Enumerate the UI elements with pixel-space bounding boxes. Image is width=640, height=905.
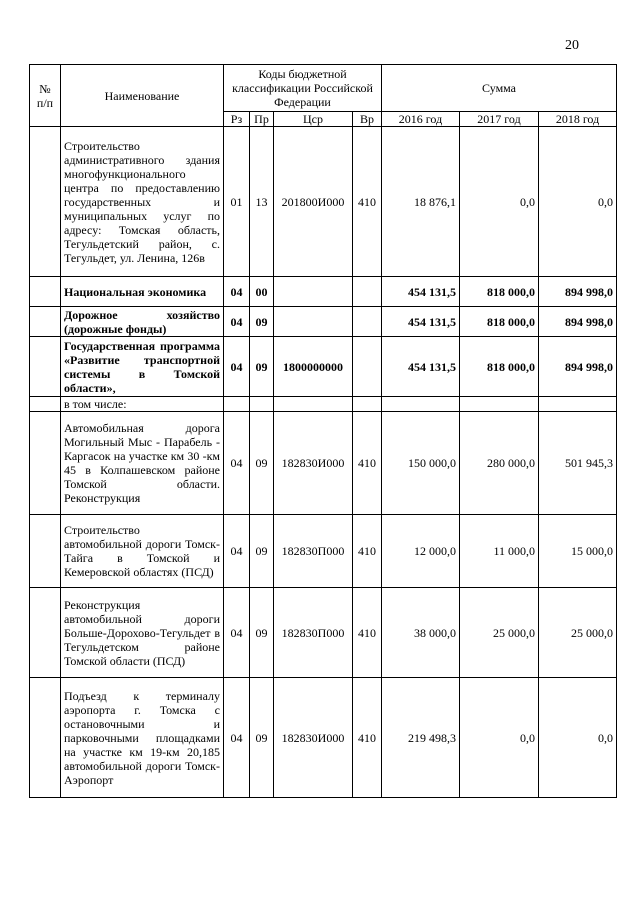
row-num (30, 678, 61, 798)
row-pr (250, 397, 274, 412)
header-year-2018: 2018 год (539, 112, 617, 127)
table-row (30, 588, 617, 678)
row-2016: 38 000,0 (382, 588, 460, 678)
row-2016: 219 498,3 (382, 678, 460, 798)
row-num (30, 588, 61, 678)
header-codes: Коды бюджетной классификации Российской Федерации (224, 65, 382, 112)
row-vr: 410 (353, 678, 382, 798)
row-2017: 0,0 (460, 678, 539, 798)
row-vr (353, 277, 382, 307)
row-2016: 12 000,0 (382, 515, 460, 588)
row-rz: 04 (224, 307, 250, 337)
row-rz: 01 (224, 127, 250, 277)
row-rz: 04 (224, 277, 250, 307)
row-2018: 25 000,0 (539, 588, 617, 678)
row-pr: 13 (250, 127, 274, 277)
table-row (30, 397, 617, 412)
row-num (30, 515, 61, 588)
header-rz: Рз (224, 112, 250, 127)
table-row (30, 337, 617, 397)
row-pr: 09 (250, 515, 274, 588)
row-2018 (539, 397, 617, 412)
header-sum: Сумма (382, 65, 617, 112)
row-name: Государственная программа «Развитие транспортной системы в Томской области», (61, 337, 224, 397)
table-row (30, 307, 617, 337)
row-2018: 894 998,0 (539, 337, 617, 397)
row-num (30, 397, 61, 412)
row-csr: 182830П000 (274, 515, 353, 588)
row-num (30, 337, 61, 397)
row-2018: 501 945,3 (539, 412, 617, 515)
row-pr: 09 (250, 307, 274, 337)
row-name: Реконструкция автомобильной дороги Больше-Дорохово-Тегульдет в Тегульдетском районе Томской области (ПСД) (61, 588, 224, 678)
row-name: Дорожное хозяйство (дорожные фонды) (61, 307, 224, 337)
row-vr: 410 (353, 515, 382, 588)
row-2018: 894 998,0 (539, 277, 617, 307)
row-csr: 1800000000 (274, 337, 353, 397)
row-rz: 04 (224, 412, 250, 515)
table-row (30, 277, 617, 307)
row-csr (274, 397, 353, 412)
row-name: Автомобильная дорога Могильный Мыс - Парабель - Каргасок на участке км 30 -км 45 в Колпашевском районе Томской области. Реконструкция (61, 412, 224, 515)
row-csr: 182830П000 (274, 588, 353, 678)
row-num (30, 307, 61, 337)
table-row (30, 127, 617, 277)
row-2017: 818 000,0 (460, 307, 539, 337)
row-2017: 0,0 (460, 127, 539, 277)
header-csr: Цср (274, 112, 353, 127)
table-row (30, 515, 617, 588)
row-2018: 0,0 (539, 127, 617, 277)
row-rz (224, 397, 250, 412)
row-pr: 09 (250, 337, 274, 397)
row-name: Строительство автомобильной дороги Томск-Тайга в Томской и Кемеровской областях (ПСД) (61, 515, 224, 588)
row-num (30, 412, 61, 515)
row-csr: 201800И000 (274, 127, 353, 277)
row-csr: 182830И000 (274, 678, 353, 798)
row-vr (353, 307, 382, 337)
header-year-2016: 2016 год (382, 112, 460, 127)
row-2016: 454 131,5 (382, 277, 460, 307)
header-vr: Вр (353, 112, 382, 127)
row-2016: 150 000,0 (382, 412, 460, 515)
row-name: в том числе: (61, 397, 224, 412)
row-pr: 09 (250, 588, 274, 678)
row-csr (274, 307, 353, 337)
row-rz: 04 (224, 515, 250, 588)
row-vr (353, 337, 382, 397)
row-csr (274, 277, 353, 307)
row-2018: 0,0 (539, 678, 617, 798)
row-2016: 454 131,5 (382, 337, 460, 397)
header-pr: Пр (250, 112, 274, 127)
row-2017: 280 000,0 (460, 412, 539, 515)
row-rz: 04 (224, 337, 250, 397)
row-vr: 410 (353, 588, 382, 678)
row-num (30, 127, 61, 277)
header-name: Наименование (61, 65, 224, 127)
row-2016: 18 876,1 (382, 127, 460, 277)
row-2017: 818 000,0 (460, 277, 539, 307)
row-pr: 00 (250, 277, 274, 307)
table-row (30, 412, 617, 515)
row-csr: 182830И000 (274, 412, 353, 515)
row-rz: 04 (224, 678, 250, 798)
header-year-2017: 2017 год (460, 112, 539, 127)
row-vr: 410 (353, 127, 382, 277)
row-2017: 25 000,0 (460, 588, 539, 678)
row-name: Подъезд к терминалу аэропорта г. Томска с остановочными и парковочными площадками на участке км 19-км 20,185 автомобильной дороги Томск-Аэропорт (61, 678, 224, 798)
page-number: 20 (565, 38, 579, 53)
row-pr: 09 (250, 412, 274, 515)
row-2017: 818 000,0 (460, 337, 539, 397)
budget-table (29, 64, 617, 798)
table-row (30, 678, 617, 798)
row-2018: 15 000,0 (539, 515, 617, 588)
row-2017: 11 000,0 (460, 515, 539, 588)
header-num: № п/п (30, 65, 61, 127)
row-name: Национальная экономика (61, 277, 224, 307)
row-name: Строительство административного здания многофункционального центра по предоставлению государственных и муниципальных услуг по адресу: Томская область, Тегульдетский район, с. Тегульдет, ул. Ленина, 126в (61, 127, 224, 277)
row-pr: 09 (250, 678, 274, 798)
row-vr: 410 (353, 412, 382, 515)
row-2016 (382, 397, 460, 412)
row-2018: 894 998,0 (539, 307, 617, 337)
row-num (30, 277, 61, 307)
row-vr (353, 397, 382, 412)
row-2017 (460, 397, 539, 412)
row-2016: 454 131,5 (382, 307, 460, 337)
row-rz: 04 (224, 588, 250, 678)
